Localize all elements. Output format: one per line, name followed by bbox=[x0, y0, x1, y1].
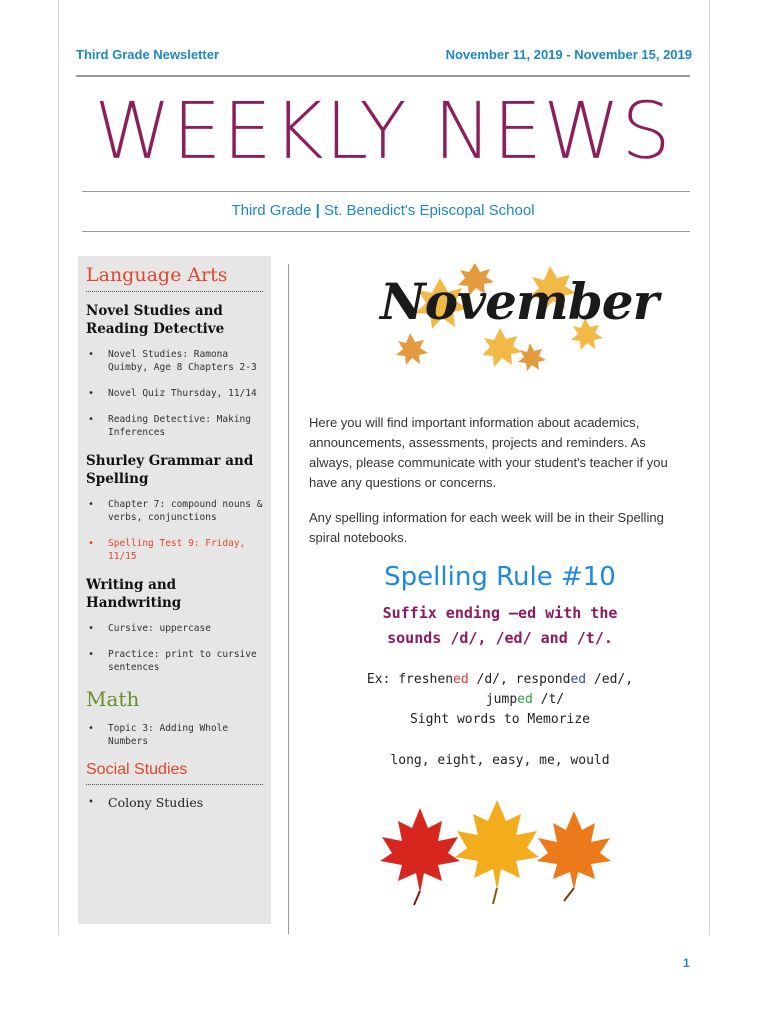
intro-paragraph: Here you will find important information about academics, announcements, assessments, projects and reminders. As always, please communicate with your student's teacher if you have any questions or concerns. bbox=[309, 415, 668, 490]
subhead-rule-bottom bbox=[82, 231, 690, 232]
newsletter-name: Third Grade Newsletter bbox=[76, 47, 220, 62]
list-item: • Practice: print to cursive sentences bbox=[86, 648, 263, 674]
spelling-rule-subtitle bbox=[309, 601, 691, 651]
math-list bbox=[86, 722, 263, 748]
example-line bbox=[309, 670, 691, 690]
list-item: • Cursive: uppercase bbox=[86, 622, 263, 635]
example-suffix: ed bbox=[517, 692, 533, 707]
sight-words-label: Sight words to Memorize bbox=[409, 712, 590, 727]
list-item: • Chapter 7: compound nouns & verbs, conjunctions bbox=[86, 498, 263, 524]
intro-text bbox=[309, 413, 691, 563]
language-arts-heading: Language Arts bbox=[86, 264, 263, 292]
november-banner bbox=[380, 258, 658, 378]
list-item: • Novel Studies: Ramona Quimby, Age 8 Chapters 2-3 bbox=[86, 348, 263, 374]
math-heading: Math bbox=[86, 687, 140, 711]
section-list bbox=[86, 348, 263, 439]
sight-words-list: long, eight, easy, me, would bbox=[390, 753, 610, 768]
subhead-separator: | bbox=[315, 202, 320, 219]
maple-leaves-image bbox=[372, 798, 622, 908]
section-list bbox=[86, 622, 263, 674]
rule-subtitle-line: Suffix ending –ed with the bbox=[382, 604, 618, 622]
list-item: • Colony Studies bbox=[86, 795, 263, 811]
example-stem: jump bbox=[485, 692, 518, 707]
subhead-rule-top bbox=[82, 191, 690, 192]
masthead-title: WEEKLY NEWS bbox=[94, 87, 672, 177]
list-item-highlight: • Spelling Test 9: Friday, 11/15 bbox=[86, 537, 263, 563]
example-stem: respond bbox=[515, 672, 571, 687]
example-stem: freshen bbox=[398, 672, 454, 687]
november-word: November bbox=[380, 272, 658, 331]
date-range: November 11, 2019 - November 15, 2019 bbox=[445, 47, 692, 62]
list-item: • Topic 3: Adding Whole Numbers bbox=[86, 722, 263, 748]
list-item: • Reading Detective: Making Inferences bbox=[86, 413, 263, 439]
example-sound: /t/ bbox=[532, 692, 565, 707]
social-studies-list bbox=[86, 795, 263, 811]
section-list bbox=[86, 498, 263, 563]
page-edge-left bbox=[58, 0, 59, 935]
intro-paragraph: Any spelling information for each week will be in their Spelling spiral notebooks. bbox=[309, 510, 664, 545]
subhead-school: St. Benedict's Episcopal School bbox=[324, 202, 535, 219]
section-title: Writing and Handwriting bbox=[86, 577, 182, 611]
maple-leaf-icon bbox=[372, 798, 622, 908]
social-studies-heading: Social Studies bbox=[86, 761, 263, 785]
section-title: Shurley Grammar and Spelling bbox=[86, 453, 254, 487]
example-suffix: ed bbox=[570, 672, 587, 687]
sidebar bbox=[78, 256, 271, 924]
example-suffix: ed bbox=[453, 672, 469, 687]
column-divider bbox=[288, 264, 289, 934]
rule-subtitle-line: sounds /d/, /ed/ and /t/. bbox=[387, 629, 613, 647]
school-subhead bbox=[76, 202, 690, 219]
example-line bbox=[309, 690, 691, 710]
subhead-grade: Third Grade bbox=[231, 202, 312, 219]
example-prefix: Ex: bbox=[366, 672, 399, 687]
example-sound: /d/, bbox=[468, 672, 516, 687]
spelling-examples bbox=[309, 670, 691, 710]
page-edge-right bbox=[709, 0, 710, 935]
header-rule bbox=[76, 75, 690, 77]
page-number: 1 bbox=[683, 956, 690, 970]
list-item: • Novel Quiz Thursday, 11/14 bbox=[86, 387, 263, 400]
example-sound: /ed/, bbox=[586, 672, 634, 687]
section-title: Novel Studies and Reading Detective bbox=[86, 303, 225, 337]
spelling-rule-title: Spelling Rule #10 bbox=[384, 562, 616, 592]
